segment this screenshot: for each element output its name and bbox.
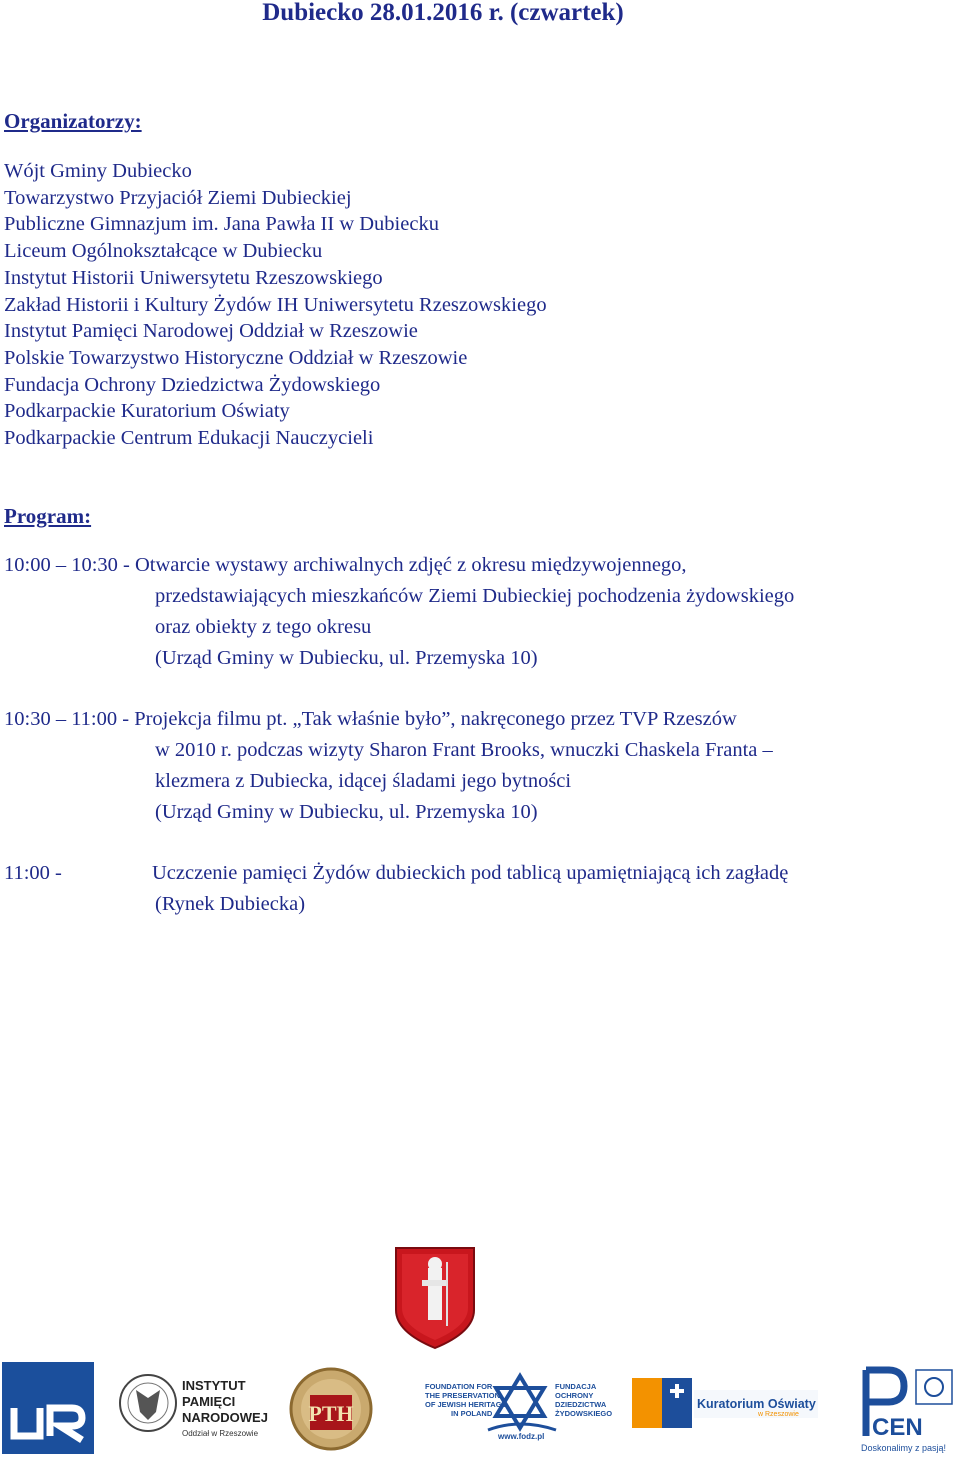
fodz-text: ŻYDOWSKIEGO [555,1409,613,1418]
event-1-location: (Urząd Gminy w Dubiecku, ul. Przemyska 10) [155,647,538,669]
organizer-item: Fundacja Ochrony Dziedzictwa Żydowskiego [4,373,381,396]
fodz-text: FOUNDATION FOR [425,1382,493,1391]
event-3-location: (Rynek Dubiecka) [155,893,306,915]
event-3-time: 11:00 - [4,862,62,884]
fodz-text: THE PRESERVATION [425,1391,501,1400]
page-title: Dubiecko 28.01.2016 r. (czwartek) [262,0,624,26]
fodz-text: OF JEWISH HERITAGE [425,1400,507,1409]
fodz-text: FUNDACJA [555,1382,597,1391]
ur-logo-icon [2,1362,94,1454]
event-2-line: w 2010 r. podczas wizyty Sharon Frant Brooks, wnuczki Chaskela Franta – [155,739,773,761]
event-1-line: oraz obiekty z tego okresu [155,616,372,638]
organizer-item: Liceum Ogólnokształcące w Dubiecku [4,240,323,263]
ipn-subtitle: Oddział w Rzeszowie [182,1429,259,1438]
organizer-item: Publiczne Gimnazjum im. Jana Pawła II w Dubiecku [4,213,439,236]
event-2-line: klezmera z Dubiecka, idącej śladami jego bytności [155,770,572,792]
organizer-item: Instytut Pamięci Narodowej Oddział w Rzeszowie [4,320,418,343]
organizer-item: Towarzystwo Przyjaciół Ziemi Dubieckiej [4,186,352,209]
fodz-text: DZIEDZICTWA [555,1400,607,1409]
event-3-line: Uczczenie pamięci Żydów dubieckich pod tablicą upamiętniającą ich zagładę [152,862,789,884]
dubiecko-coat-of-arms-icon [396,1248,474,1348]
kuratorium-city: w Rzeszowie [758,1411,799,1418]
organizer-item: Zakład Historii i Kultury Żydów IH Uniwersytetu Rzeszowskiego [4,293,547,316]
organizer-item: Podkarpackie Kuratorium Oświaty [4,400,290,423]
ipn-logo-icon [120,1375,176,1431]
pcen-slogan: Doskonalimy z pasją! [861,1443,947,1453]
ipn-text: INSTYTUT [182,1378,246,1393]
organizers-list [4,158,547,452]
organizer-item: Podkarpackie Centrum Edukacji Nauczycieli [4,427,374,450]
event-1-time: 10:00 – 10:30 - Otwarcie wystawy archiwalnych zdjęć z okresu międzywojennego, [4,554,687,576]
fodz-text: OCHRONY [555,1391,594,1400]
organizers-heading: Organizatorzy: [4,109,142,133]
pth-text: PTH [308,1401,354,1426]
event-2-location: (Urząd Gminy w Dubiecku, ul. Przemyska 10) [155,801,538,823]
fodz-url: www.fodz.pl [498,1432,545,1441]
organizer-item: Instytut Historii Uniwersytetu Rzeszowskiego [4,266,383,289]
fodz-text: IN POLAND [451,1409,493,1418]
program-heading: Program: [4,504,92,528]
ipn-text: PAMIĘCI [182,1394,236,1409]
kuratorium-name: Kuratorium Oświaty [697,1397,816,1411]
organizer-item: Wójt Gminy Dubiecko [4,160,192,182]
ipn-text: NARODOWEJ [182,1410,268,1425]
pcen-text: CEN [872,1414,923,1441]
event-2-time: 10:30 – 11:00 - Projekcja filmu pt. „Tak właśnie było”, nakręconego przez TVP Rzeszów [4,708,737,730]
organizer-item: Polskie Towarzystwo Historyczne Oddział w Rzeszowie [4,346,468,369]
sponsor-logos [0,1240,960,1458]
event-1-line: przedstawiających mieszkańców Ziemi Dubieckiej pochodzenia żydowskiego [155,585,795,607]
